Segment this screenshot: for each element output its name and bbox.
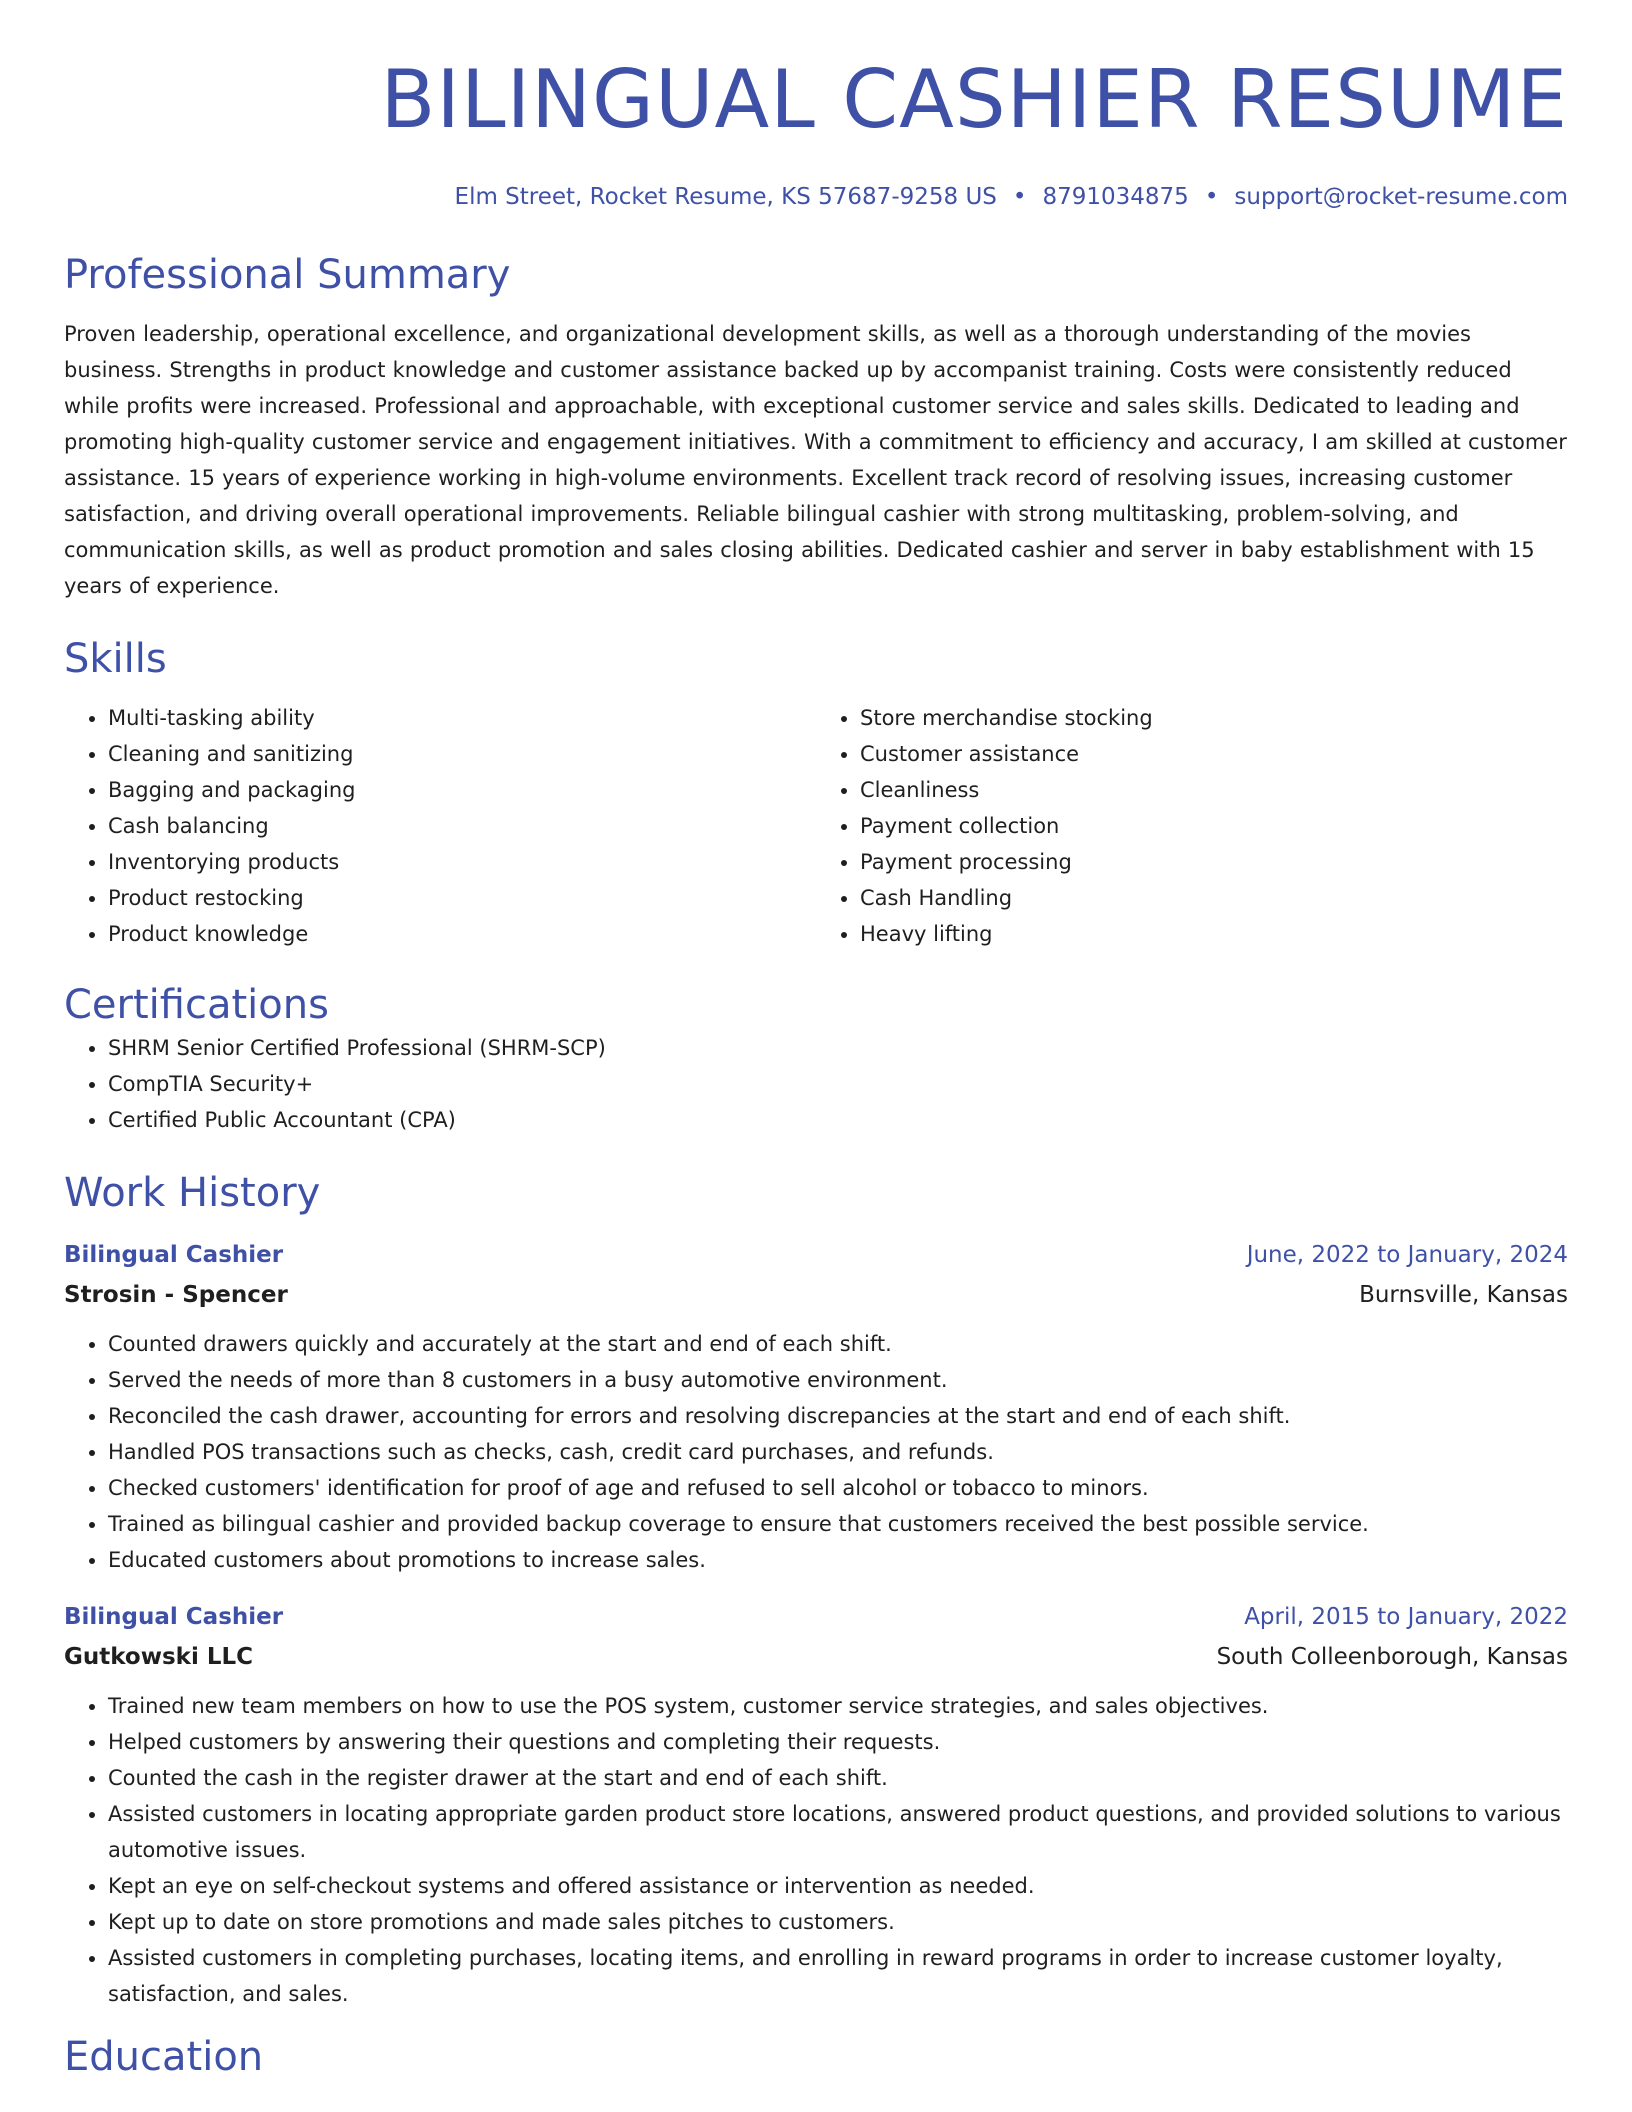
skill-item: • Store merchandise stocking [860, 700, 1568, 736]
skills-section [64, 634, 1568, 952]
resume-title: BILINGUAL CASHIER RESUME [380, 53, 1568, 146]
contact-separator: • [1204, 184, 1219, 210]
skills-grid [64, 700, 1568, 952]
job-duty-item: • Counted the cash in the register drawer at the start and end of each shift. [108, 1760, 1568, 1796]
skill-item: • Bagging and packaging [108, 772, 816, 808]
skill-item: • Cleaning and sanitizing [108, 736, 816, 772]
contact-separator: • [1012, 184, 1027, 210]
skill-item: • Inventorying products [108, 844, 816, 880]
job-dates: June, 2022 to January, 2024 [1246, 1242, 1568, 1268]
certifications-list [64, 1030, 1568, 1138]
job-duty-item: • Trained as bilingual cashier and provided backup coverage to ensure that customers received the best possible service. [108, 1506, 1568, 1542]
skill-item: • Payment collection [860, 808, 1568, 844]
job-entry [64, 1240, 1568, 1578]
job-duties-list [64, 1326, 1568, 1578]
job-duty-item: • Kept up to date on store promotions and made sales pitches to customers. [108, 1904, 1568, 1940]
job-duty-item: • Trained new team members on how to use the POS system, customer service strategies, and sales objectives. [108, 1688, 1568, 1724]
contact-phone: 8791034875 [1042, 184, 1189, 210]
job-duty-item: • Counted drawers quickly and accurately at the start and end of each shift. [108, 1326, 1568, 1362]
job-header-row [64, 1240, 1568, 1270]
section-title-summary: Professional Summary [64, 252, 511, 298]
contact-address: Elm Street, Rocket Resume, KS 57687-9258 US [454, 184, 997, 210]
certifications-section [64, 980, 1568, 1138]
job-company: Strosin - Spencer [64, 1282, 288, 1308]
job-title: Bilingual Cashier [64, 1604, 284, 1630]
job-duty-item: • Served the needs of more than 8 customers in a busy automotive environment. [108, 1362, 1568, 1398]
skill-item: • Payment processing [860, 844, 1568, 880]
skill-item: • Multi-tasking ability [108, 700, 816, 736]
contact-line [64, 182, 1568, 212]
job-duty-item: • Educated customers about promotions to increase sales. [108, 1542, 1568, 1578]
certification-item: • SHRM Senior Certified Professional (SHRM-SCP) [108, 1030, 1568, 1066]
skill-item: • Customer assistance [860, 736, 1568, 772]
job-location: South Colleenborough, Kansas [1216, 1644, 1568, 1670]
job-duty-item: • Reconciled the cash drawer, accounting for errors and resolving discrepancies at the start and end of each shift. [108, 1398, 1568, 1434]
job-company: Gutkowski LLC [64, 1644, 254, 1670]
job-dates: April, 2015 to January, 2022 [1244, 1604, 1568, 1630]
job-company-row [64, 1280, 1568, 1310]
job-header-row [64, 1602, 1568, 1632]
professional-summary-section [64, 250, 1568, 604]
skill-item: • Cleanliness [860, 772, 1568, 808]
job-duty-item: • Checked customers' identification for proof of age and refused to sell alcohol or tobacco to minors. [108, 1470, 1568, 1506]
job-duty-item: • Assisted customers in locating appropriate garden product store locations, answered product questions, and provided solutions to various automotive issues. [108, 1796, 1568, 1868]
job-duties-list [64, 1688, 1568, 2012]
job-title: Bilingual Cashier [64, 1242, 284, 1268]
skill-item: • Product restocking [108, 880, 816, 916]
job-location: Burnsville, Kansas [1359, 1282, 1568, 1308]
summary-text: Proven leadership, operational excellence, and organizational development skills, as well as a thorough understanding of the movies business. Strengths in product knowledge and customer assistance backed up by accompanist training. Costs were consistently reduced while profits were increased. Professional and approachable, with exceptional customer service and sales skills. Dedicated to leading and promoting high-quality customer service and engagement initiatives. With a commitment to efficiency and accuracy, I am skilled at customer assistance. 15 years of experience working in high-volume environments. Excellent track record of resolving issues, increasing customer satisfaction, and driving overall operational improvements. Reliable bilingual cashier with strong multitasking, problem-solving, and communication skills, as well as product promotion and sales closing abilities. Dedicated cashier and server in baby establishment with 15 years of experience. [64, 322, 1567, 598]
skill-item: • Heavy lifting [860, 916, 1568, 952]
job-duty-item: • Kept an eye on self-checkout systems and offered assistance or intervention as needed. [108, 1868, 1568, 1904]
skill-item: • Product knowledge [108, 916, 816, 952]
job-duty-item: • Handled POS transactions such as checks, cash, credit card purchases, and refunds. [108, 1434, 1568, 1470]
section-title-certifications: Certifications [64, 982, 329, 1028]
skills-list-left [64, 700, 816, 952]
job-duty-item: • Helped customers by answering their questions and completing their requests. [108, 1724, 1568, 1760]
contact-email[interactable]: support@rocket-resume.com [1234, 184, 1568, 210]
resume-header [64, 0, 1568, 212]
section-title-work-history: Work History [64, 1170, 321, 1216]
certification-item: • Certified Public Accountant (CPA) [108, 1102, 1568, 1138]
section-title-education: Education [64, 2034, 264, 2080]
skill-item: • Cash balancing [108, 808, 816, 844]
job-duty-item: • Assisted customers in completing purchases, locating items, and enrolling in reward programs in order to increase customer loyalty, satisfaction, and sales. [108, 1940, 1568, 2012]
job-company-row [64, 1642, 1568, 1672]
education-section [64, 2032, 1568, 2082]
job-entry [64, 1602, 1568, 2012]
certification-item: • CompTIA Security+ [108, 1066, 1568, 1102]
skill-item: • Cash Handling [860, 880, 1568, 916]
section-title-skills: Skills [64, 636, 167, 682]
skills-list-right [816, 700, 1568, 952]
work-history-section [64, 1168, 1568, 2012]
